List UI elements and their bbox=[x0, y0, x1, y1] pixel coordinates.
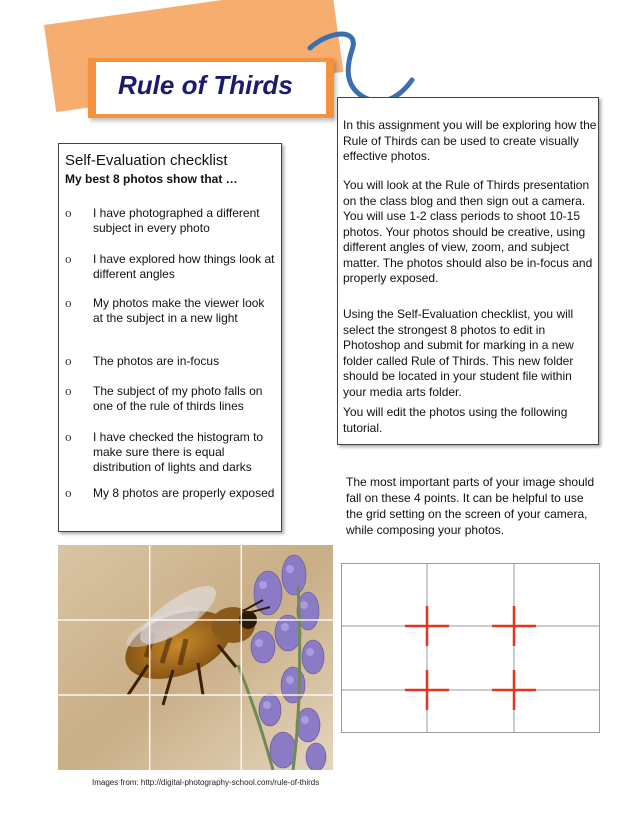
checklist-item bbox=[65, 430, 275, 475]
checklist-subheading: My best 8 photos show that … bbox=[65, 172, 238, 186]
bullet-icon: o bbox=[65, 355, 72, 368]
info-paragraph: You will look at the Rule of Thirds presentation on the class blog and then sign out a camera. You will use 1-2 class periods to shoot 10-15 photos. Your photos should be creative, using different angles of view, zoom, and subject matter. The photos should also be in-focus and properly exposed. bbox=[343, 178, 593, 285]
grid-caption: The most important parts of your image should fall on these 4 points. It can be helpful to use the grid setting on the screen of your camera, while composing your photos. bbox=[346, 475, 595, 537]
checklist-item bbox=[65, 252, 275, 282]
checklist-item bbox=[65, 206, 275, 236]
page-title: Rule of Thirds bbox=[118, 70, 293, 100]
checklist-item bbox=[65, 296, 275, 326]
checklist-item-text: The photos are in-focus bbox=[93, 354, 220, 368]
info-paragraph: You will edit the photos using the following tutorial. bbox=[343, 405, 568, 435]
info-paragraph: In this assignment you will be exploring how the Rule of Thirds can be used to create visually effective photos. bbox=[343, 118, 597, 163]
bullet-icon: o bbox=[65, 487, 72, 500]
bullet-icon: o bbox=[65, 385, 72, 398]
image-credit: Images from: http://digital-photography-school.com/rule-of-thirds bbox=[92, 778, 320, 787]
title-banner bbox=[88, 58, 334, 118]
checklist-item-text: My photos make the viewer look at the subject in a new light bbox=[93, 296, 265, 325]
assignment-info-box bbox=[337, 97, 599, 445]
title-inner bbox=[96, 62, 326, 114]
checklist-item bbox=[65, 486, 275, 501]
bee-photo bbox=[58, 545, 333, 770]
checklist-item-text: The subject of my photo falls on one of the rule of thirds lines bbox=[93, 384, 263, 413]
bullet-icon: o bbox=[65, 297, 72, 310]
bullet-icon: o bbox=[65, 431, 72, 444]
checklist-item bbox=[65, 384, 275, 414]
checklist-item bbox=[65, 354, 275, 369]
rule-of-thirds-grid-diagram bbox=[341, 563, 600, 733]
self-evaluation-checklist bbox=[58, 143, 282, 532]
info-paragraph: Using the Self-Evaluation checklist, you will select the strongest 8 photos to edit in Photoshop and submit for marking in a new folder called Rule of Thirds. This new folder should be located in your student file within your media arts folder. bbox=[343, 307, 574, 399]
bullet-icon: o bbox=[65, 253, 72, 266]
bullet-icon: o bbox=[65, 207, 72, 220]
checklist-item-text: I have explored how things look at different angles bbox=[93, 252, 275, 281]
checklist-item-text: I have checked the histogram to make sure there is equal distribution of lights and darks bbox=[93, 430, 264, 474]
checklist-item-text: I have photographed a different subject in every photo bbox=[93, 206, 260, 235]
checklist-item-text: My 8 photos are properly exposed bbox=[93, 486, 275, 500]
checklist-heading: Self-Evaluation checklist bbox=[65, 152, 228, 169]
